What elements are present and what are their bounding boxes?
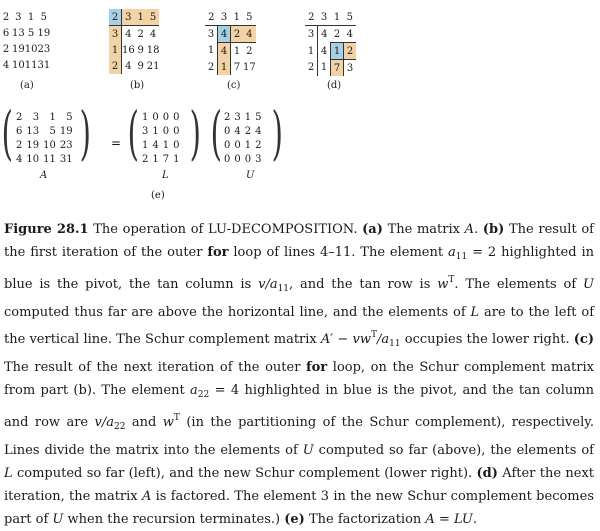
cell: 2	[344, 43, 357, 60]
cell: 1	[135, 9, 147, 26]
cell: 3	[344, 60, 357, 77]
cell: 4	[318, 43, 331, 60]
cell: 7	[162, 153, 170, 165]
cell: 3	[142, 125, 149, 137]
caption-keyword: for	[207, 245, 229, 260]
cell: 6	[16, 125, 23, 137]
matrix-U	[222, 110, 264, 166]
cell: 4	[218, 43, 231, 60]
cell: 2	[243, 43, 256, 60]
cell: 13	[26, 125, 40, 137]
cell: 3	[122, 9, 135, 26]
cell: 1	[152, 153, 159, 165]
cell: 1	[244, 111, 252, 123]
cell: 2	[308, 11, 315, 23]
cell: 6	[2, 27, 10, 39]
cell: 2	[244, 125, 252, 137]
cell: 0	[162, 125, 170, 137]
cell: 1	[318, 60, 331, 77]
matrix-d	[305, 9, 356, 76]
caption-math: A = LU	[425, 512, 473, 527]
cell: 3	[305, 26, 318, 43]
caption-text: and	[125, 415, 163, 430]
caption-subscript: 11	[455, 252, 468, 262]
cell: 2	[231, 26, 244, 43]
caption-text: are to the left of the vertical line. The Schur complement matrix	[4, 305, 594, 347]
caption-part-label: (d)	[476, 466, 498, 481]
cell: 4	[2, 59, 10, 71]
right-paren: )	[271, 99, 283, 167]
cell: 13	[12, 27, 25, 39]
panel-label-e: (e)	[151, 190, 165, 201]
caption-math: U	[302, 443, 314, 458]
matrix-c	[205, 9, 256, 75]
caption-subscript: 11	[277, 284, 290, 294]
cell: 1	[333, 11, 341, 23]
cell: 5	[27, 27, 35, 39]
cell: 2	[207, 61, 215, 73]
caption-part-label: (b)	[482, 222, 505, 237]
cell: 3	[320, 11, 328, 23]
cell: 4	[152, 139, 159, 151]
cell: 0	[234, 153, 241, 165]
cell: 2	[16, 111, 23, 123]
cell: 4	[122, 58, 135, 74]
pivot-cell: 1	[331, 43, 344, 60]
caption-part-label: (c)	[573, 332, 594, 347]
caption-part-label: (a)	[362, 222, 383, 237]
panel-label-a: (a)	[20, 80, 34, 91]
cell: 1	[109, 42, 122, 58]
cell: 10	[24, 43, 38, 55]
figure-label: Figure 28.1	[4, 222, 89, 237]
matrix-A-full	[14, 110, 75, 166]
caption-text: loop, on the Schur complement matrix from part (b). The element	[4, 360, 594, 398]
cell: 1	[142, 111, 149, 123]
panel-label-c: (c)	[227, 80, 241, 91]
caption-text: computed so far (above), the elements of	[313, 443, 594, 458]
caption-text: .	[474, 222, 483, 237]
cell: 2	[2, 11, 10, 23]
caption-math: A′	[320, 332, 334, 347]
caption-math: L	[470, 305, 480, 320]
cell: 3	[234, 111, 241, 123]
cell: 9	[137, 60, 144, 72]
caption-text: The matrix	[382, 222, 465, 237]
caption-subscript: 22	[114, 422, 126, 432]
cell: 5	[346, 11, 353, 23]
cell: 0	[234, 139, 241, 151]
cell: 4	[255, 125, 262, 137]
matrix-L	[140, 110, 182, 166]
cell: 23	[37, 43, 51, 55]
cell: 1	[307, 45, 315, 57]
cell: 1	[142, 139, 149, 151]
cell: 31	[59, 153, 73, 165]
left-paren: (	[210, 99, 222, 167]
cell: 19	[59, 125, 73, 137]
matrix-name-L: L	[162, 170, 169, 181]
cell: 18	[146, 44, 160, 56]
caption-text: computed thus far are above the horizontal line, and the elements of	[4, 305, 471, 320]
pivot-cell: 2	[109, 9, 122, 26]
cell: 19	[26, 139, 40, 151]
cell: 0	[173, 139, 180, 151]
cell: 1	[207, 45, 215, 57]
matrix-name-U: U	[246, 170, 255, 181]
caption-part-label: (e)	[284, 512, 305, 527]
cell: 2	[224, 111, 231, 123]
equals-sign: =	[111, 136, 122, 150]
cell: 5	[246, 11, 253, 23]
cell: 5	[255, 111, 262, 123]
cell: 5	[147, 9, 160, 26]
caption-text: . The elements of	[454, 277, 584, 292]
caption-superscript: T	[448, 275, 455, 285]
cell: 4	[16, 153, 23, 165]
caption-text: The operation of LU-DECOMPOSITION.	[88, 222, 363, 237]
cell: 2	[307, 62, 315, 74]
cell: 2	[142, 153, 149, 165]
cell: 4	[147, 26, 160, 43]
cell: 4	[234, 125, 241, 137]
caption-math: A	[464, 222, 475, 237]
caption-text: (in the partitioning of the Schur complement), respectively. Lines divide the matrix into the elements of	[4, 415, 595, 458]
cell: 0	[173, 125, 180, 137]
caption-text: −	[333, 332, 353, 347]
panel-label-d: (d)	[327, 80, 342, 91]
cell: 3	[205, 26, 218, 43]
cell: 1	[49, 111, 56, 123]
caption-text: = 2 highlighted in blue is the pivot, the tan column is	[4, 245, 595, 292]
cell: 16	[122, 42, 135, 58]
caption-math: U	[52, 512, 64, 527]
pivot-cell: 4	[218, 26, 231, 43]
cell: 1	[231, 43, 244, 60]
caption-superscript: T	[370, 330, 377, 340]
cell: 9	[137, 44, 144, 56]
caption-text: The result of the first iteration of the outer	[4, 222, 594, 260]
matrix-name-A: A	[40, 170, 48, 181]
cell: 5	[40, 11, 48, 23]
cell: 11	[43, 153, 56, 165]
cell: 10	[43, 139, 56, 151]
caption-math: /a	[377, 332, 390, 347]
left-paren: (	[127, 99, 139, 167]
cell: 1	[233, 11, 240, 23]
cell: 2	[2, 43, 10, 55]
cell: 0	[224, 153, 231, 165]
cell: 31	[37, 59, 51, 71]
cell: 0	[224, 139, 231, 151]
left-paren: (	[1, 99, 13, 167]
caption-subscript: 22	[197, 390, 210, 400]
caption-math: L	[4, 466, 13, 481]
cell: 3	[220, 11, 228, 23]
cell: 23	[59, 139, 73, 151]
cell: 17	[243, 61, 256, 73]
cell: 4	[318, 26, 331, 43]
cell: 3	[15, 11, 22, 23]
cell: 5	[66, 111, 73, 123]
cell: 4	[243, 26, 256, 43]
cell: 1	[152, 125, 159, 137]
cell: 0	[152, 111, 159, 123]
cell: 1	[244, 139, 252, 151]
caption-text: .	[472, 512, 477, 527]
cell: 1	[218, 59, 231, 75]
cell: 0	[244, 153, 252, 165]
cell: 3	[109, 26, 122, 43]
caption-text: , and the tan row is	[289, 277, 438, 292]
right-paren: )	[189, 99, 201, 167]
cell: 21	[146, 60, 160, 72]
matrix-b	[109, 9, 159, 74]
caption-math: v/a	[94, 415, 115, 430]
caption-math: w	[162, 415, 174, 430]
cell: 2	[331, 26, 344, 43]
matrix-a	[0, 9, 50, 73]
cell: 3	[32, 111, 40, 123]
caption-text: The factorization	[304, 512, 426, 527]
cell: 2	[16, 139, 23, 151]
cell: 1	[162, 139, 170, 151]
cell: 19	[12, 43, 25, 55]
caption-text: when the recursion terminates.)	[63, 512, 285, 527]
panel-label-b: (b)	[130, 80, 145, 91]
cell: 7	[331, 60, 344, 77]
figure-caption	[4, 218, 594, 531]
cell: 1	[27, 11, 35, 23]
cell: 2	[135, 26, 147, 43]
caption-text: loop of lines 4–11. The element	[228, 245, 448, 260]
cell: 2	[255, 139, 262, 151]
caption-text: occupies the lower right.	[400, 332, 574, 347]
cell: 0	[162, 111, 170, 123]
caption-math: U	[583, 277, 594, 292]
cell: 11	[24, 59, 38, 71]
caption-math: a	[448, 245, 456, 260]
cell: 2	[109, 58, 122, 74]
caption-math: w	[437, 277, 449, 292]
cell: 2	[208, 11, 215, 23]
cell: 1	[173, 153, 180, 165]
caption-keyword: for	[306, 360, 328, 375]
right-paren: )	[79, 99, 91, 167]
caption-text: After the next iteration, the matrix	[4, 466, 594, 504]
caption-math: a	[190, 383, 198, 398]
caption-text: is factored. The element 3 in the new Schur complement becomes part of	[4, 489, 594, 527]
cell: 0	[173, 111, 180, 123]
caption-subscript: 11	[389, 339, 401, 349]
cell: 5	[49, 125, 56, 137]
cell: 7	[231, 59, 244, 75]
cell: 4	[122, 26, 135, 43]
caption-math: vw	[352, 332, 371, 347]
cell: 10	[12, 59, 25, 71]
cell: 10	[26, 153, 40, 165]
cell: 4	[344, 26, 357, 43]
caption-math: A	[141, 489, 152, 504]
caption-math: v/a	[258, 277, 278, 292]
caption-text: = 4 highlighted in blue is the pivot, and the tan column and row are	[4, 383, 594, 430]
caption-superscript: T	[173, 413, 180, 423]
cell: 3	[255, 153, 262, 165]
cell: 0	[224, 125, 231, 137]
caption-text: The result of the next iteration of the outer	[4, 360, 307, 375]
cell: 19	[37, 27, 51, 39]
caption-text: computed so far (left), and the new Schur complement (lower right).	[12, 466, 477, 481]
